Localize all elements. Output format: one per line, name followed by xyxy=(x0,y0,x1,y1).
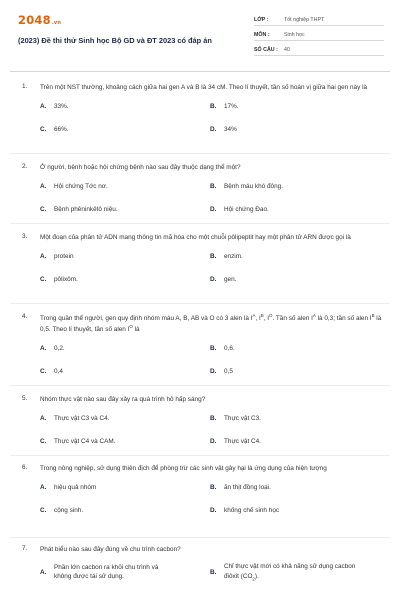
question-6 xyxy=(22,464,382,515)
question-divider xyxy=(10,455,390,456)
option-letter: B. xyxy=(210,183,217,191)
option-b[interactable] xyxy=(210,344,380,354)
option-a[interactable] xyxy=(40,483,210,493)
option-a[interactable] xyxy=(40,252,210,262)
option-b[interactable] xyxy=(210,414,380,424)
option-text: hiệu quả nhóm xyxy=(54,483,97,491)
option-letter: A. xyxy=(40,568,47,576)
meta-subject-label: MÔN : xyxy=(254,32,270,38)
option-letter: B. xyxy=(210,103,217,111)
header-divider xyxy=(10,71,390,72)
option-text: enzim. xyxy=(224,252,243,260)
option-a[interactable] xyxy=(40,562,210,583)
option-b[interactable] xyxy=(210,102,380,112)
meta-class-row xyxy=(254,11,384,26)
option-a[interactable] xyxy=(40,414,210,424)
option-d[interactable] xyxy=(210,437,380,447)
option-letter: A. xyxy=(40,183,47,191)
option-text: Hội chứng Tớc nơ. xyxy=(54,182,108,190)
option-text: 0,5 xyxy=(224,367,233,375)
meta-subject-value: Sinh học xyxy=(284,32,305,38)
option-c[interactable] xyxy=(40,506,210,516)
option-letter: B. xyxy=(210,484,217,492)
option-d[interactable] xyxy=(210,125,380,135)
option-a[interactable] xyxy=(40,344,210,354)
question-4 xyxy=(22,313,382,376)
option-d[interactable] xyxy=(210,506,380,516)
question-7 xyxy=(22,545,382,582)
option-text: cộng sinh. xyxy=(54,506,84,514)
option-letter: A. xyxy=(40,253,47,261)
option-c[interactable] xyxy=(40,205,210,215)
option-list xyxy=(40,102,382,134)
option-text: Thực vật C4 và CAM. xyxy=(54,437,116,445)
option-list xyxy=(40,483,382,515)
option-letter: A. xyxy=(40,103,47,111)
option-text: 0,4 xyxy=(54,367,63,375)
meta-count-label: SỐ CÂU : xyxy=(254,47,278,53)
question-1 xyxy=(22,83,382,134)
option-d[interactable] xyxy=(210,367,380,377)
meta-count-row xyxy=(254,41,384,56)
option-letter: C. xyxy=(40,437,47,445)
question-number: 3. xyxy=(22,233,28,240)
option-text: protein xyxy=(54,252,74,260)
option-text: khống chế sinh học xyxy=(224,506,280,514)
option-letter: A. xyxy=(40,345,47,353)
option-text: 66%. xyxy=(54,125,69,133)
option-b[interactable] xyxy=(210,562,380,583)
option-list xyxy=(40,562,382,583)
question-text: Nhóm thực vật nào sau đây xảy ra quá trình hô hấp sáng? xyxy=(40,396,206,403)
document-meta xyxy=(254,11,384,56)
option-text: gen. xyxy=(224,275,237,283)
option-text: Thực vật C3. xyxy=(224,414,261,422)
question-2 xyxy=(22,163,382,214)
meta-subject-row xyxy=(254,26,384,41)
option-letter: A. xyxy=(40,484,47,492)
option-letter: C. xyxy=(40,275,47,283)
question-divider xyxy=(10,385,390,386)
option-letter: D. xyxy=(210,205,217,213)
question-divider xyxy=(10,537,390,538)
option-text: 17%. xyxy=(224,102,239,110)
option-text: 34% xyxy=(224,125,237,133)
option-text: Chỉ thực vật mới có khả năng sử dụng cacbon điôxit $(CO_2)$. xyxy=(224,562,356,581)
option-letter: C. xyxy=(40,506,47,514)
option-text: Hội chứng Đao. xyxy=(224,205,269,213)
question-divider xyxy=(10,303,390,304)
option-list xyxy=(40,182,382,214)
option-a[interactable] xyxy=(40,182,210,192)
question-divider xyxy=(10,153,390,154)
option-list xyxy=(40,344,382,376)
question-number: 5. xyxy=(22,395,28,402)
question-text: Trong nông nghiệp, sử dụng thiên địch để phòng trừ các sinh vật gây hại là ứng dụng của hiện tượng xyxy=(40,465,327,472)
option-list xyxy=(40,414,382,446)
option-text: ăn thịt đồng loại. xyxy=(224,483,271,491)
question-number: 4. xyxy=(22,313,28,320)
option-b[interactable] xyxy=(210,252,380,262)
option-letter: C. xyxy=(40,368,47,375)
option-letter: D. xyxy=(210,275,217,283)
option-letter: C. xyxy=(40,125,47,133)
option-list xyxy=(40,252,382,284)
meta-class-value: Tốt nghiệp THPT xyxy=(284,17,325,23)
document-title: (2023) Đề thi thử Sinh học Bộ GD và ĐT 2023 có đáp án xyxy=(18,36,212,45)
question-text: Phát biểu nào sau đây đúng về chu trình cacbon? xyxy=(40,546,181,553)
option-letter: D. xyxy=(210,437,217,445)
option-text: Phần lớn cacbon ra khỏi chu trình và không được tái sử dụng. xyxy=(54,563,159,581)
option-text: pôlixôm. xyxy=(54,275,78,283)
question-number: 7. xyxy=(22,545,28,552)
option-c[interactable] xyxy=(40,125,210,135)
logo-tld: .vn xyxy=(51,20,62,26)
option-text: 0,2. xyxy=(54,345,65,353)
question-3 xyxy=(22,233,382,284)
question-text: Trong quần thể người, gen quy định nhóm máu A, B, AB và O có 3 alen là $I^A$, $I^B$, $I^O$. Tần số alen $I^A$ là 0,3; tần số alen $I^B$ là 0,5. Theo lí thuyết, tần số alen $I^O$ là xyxy=(40,313,382,334)
option-c[interactable] xyxy=(40,367,210,377)
meta-count-value: 40 xyxy=(284,47,290,53)
option-c[interactable] xyxy=(40,275,210,285)
option-d[interactable] xyxy=(210,275,380,285)
question-number: 1. xyxy=(22,83,28,90)
option-letter: B. xyxy=(210,253,217,261)
logo-text: 2048 xyxy=(18,13,51,27)
option-letter: D. xyxy=(210,506,217,514)
option-b[interactable] xyxy=(210,483,380,493)
option-letter: D. xyxy=(210,125,217,133)
option-b[interactable] xyxy=(210,182,380,192)
option-text: Bệnh máu khó đông. xyxy=(224,182,283,190)
question-text: Ở người, bệnh hoặc hội chứng bệnh nào sau đây thuộc dạng thể một? xyxy=(40,164,241,171)
option-letter: A. xyxy=(40,415,47,423)
option-text: Thực vật C4. xyxy=(224,437,261,445)
option-letter: D. xyxy=(210,368,217,375)
option-text: 0,6. xyxy=(224,345,235,353)
option-a[interactable] xyxy=(40,102,210,112)
site-logo[interactable] xyxy=(18,13,61,27)
option-letter: B. xyxy=(210,415,217,423)
question-divider xyxy=(10,223,390,224)
question-number: 2. xyxy=(22,163,28,170)
question-5 xyxy=(22,395,382,446)
option-c[interactable] xyxy=(40,437,210,447)
option-text: Thực vật C3 và C4. xyxy=(54,414,110,422)
question-text: Trên một NST thường, khoảng cách giữa hai gen A và B là 34 cM. Theo lí thuyết, tần số hoán vị giữa hai gen này là xyxy=(40,84,368,91)
option-letter: C. xyxy=(40,205,47,213)
option-letter: B. xyxy=(210,568,217,576)
meta-class-label: LỚP : xyxy=(254,17,269,23)
option-text: Bệnh phêninkêtô niệu. xyxy=(54,205,118,213)
question-number: 6. xyxy=(22,464,28,471)
document-header xyxy=(0,0,400,66)
option-letter: B. xyxy=(210,345,217,353)
option-d[interactable] xyxy=(210,205,380,215)
question-text: Một đoạn của phân tử ADN mang thông tin mã hóa cho một chuỗi pôlipeptit hay một phân tử ARN được gọi là xyxy=(40,234,351,241)
option-text: 33%. xyxy=(54,102,69,110)
